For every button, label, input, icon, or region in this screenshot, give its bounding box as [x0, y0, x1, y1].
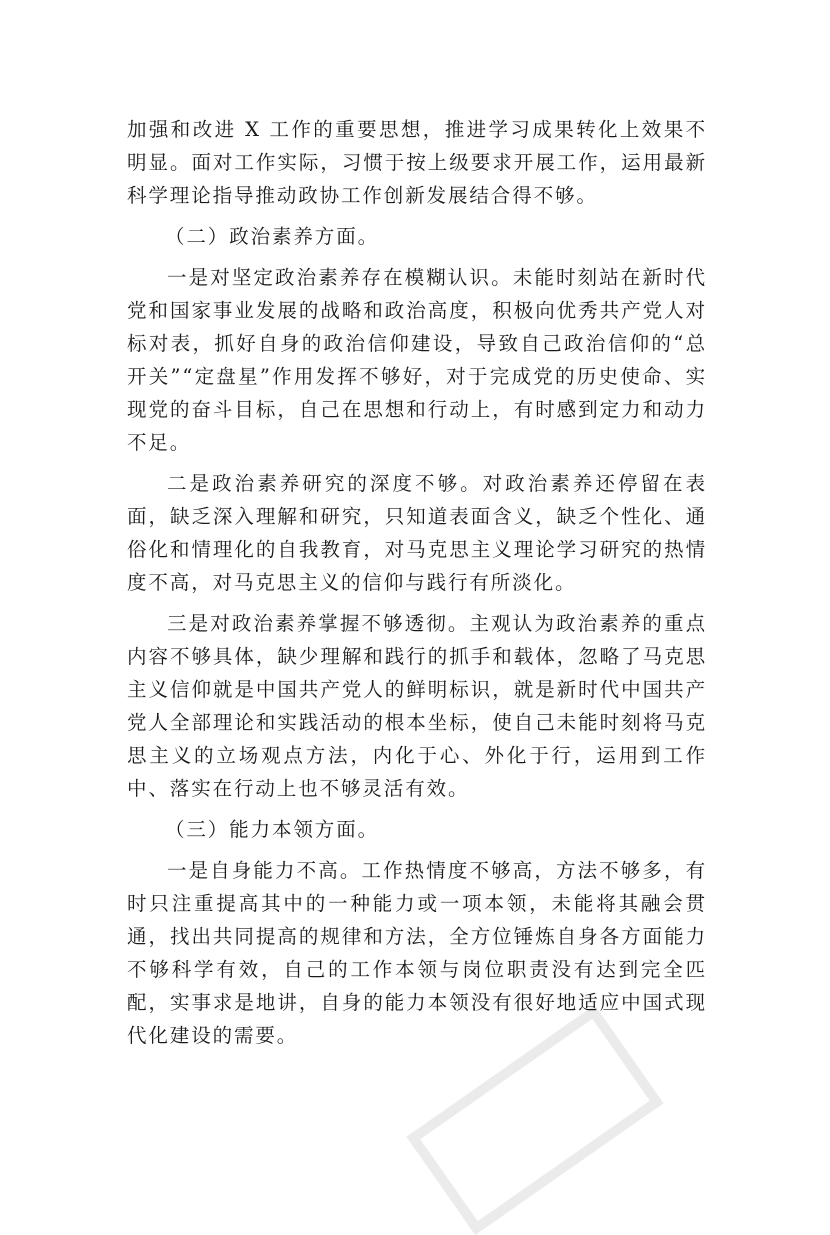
paragraph-political-1: 一是对坚定政治素养存在模糊认识。未能时刻站在新时代党和国家事业发展的战略和政治高度，积极向优秀共产党人对标对表，抓好自身的政治信仰建设，导致自己政治信仰的“总开关”“定盘星”作用发挥不够好，对于完成党的历史使命、实现党的奋斗目标，自己在思想和行动上，有时感到定力和动力不足。 — [127, 266, 707, 454]
paragraph-ability-1: 一是自身能力不高。工作热情度不够高，方法不够多，有时只注重提高其中的一种能力或一项本领，未能将其融会贯通，找出共同提高的规律和方法，全方位锤炼自身各方面能力不够科学有效，自己的工作本领与岗位职责没有达到完全匹配，实事求是地讲，自身的能力本领没有很好地适应中国式现代化建设的需要。 — [127, 859, 707, 1047]
section-heading-ability: （三）能力本领方面。 — [165, 818, 380, 841]
paragraph-continuation: 加强和改进 X 工作的重要思想，推进学习成果转化上效果不明显。面对工作实际，习惯于按上级要求开展工作，运用最新科学理论指导推动政协工作创新发展结合得不够。 — [127, 118, 707, 207]
document-body — [127, 113, 707, 1052]
section-heading-political: （二）政治素养方面。 — [165, 225, 380, 248]
paragraph-political-3: 三是对政治素养掌握不够透彻。主观认为政治素养的重点内容不够具体，缺少理解和践行的抓手和载体，忽略了马克思主义信仰就是中国共产党人的鲜明标识，就是新时代中国共产党人全部理论和实践活动的根本坐标，使自己未能时刻将马克思主义的立场观点方法，内化于心、外化于行，运用到工作中、落实在行动上也不够灵活有效。 — [127, 612, 707, 800]
paragraph-political-2: 二是政治素养研究的深度不够。对政治素养还停留在表面，缺乏深入理解和研究，只知道表面含义，缺乏个性化、通俗化和情理化的自我教育，对马克思主义理论学习研究的热情度不高，对马克思主义的信仰与践行有所淡化。 — [127, 472, 707, 594]
